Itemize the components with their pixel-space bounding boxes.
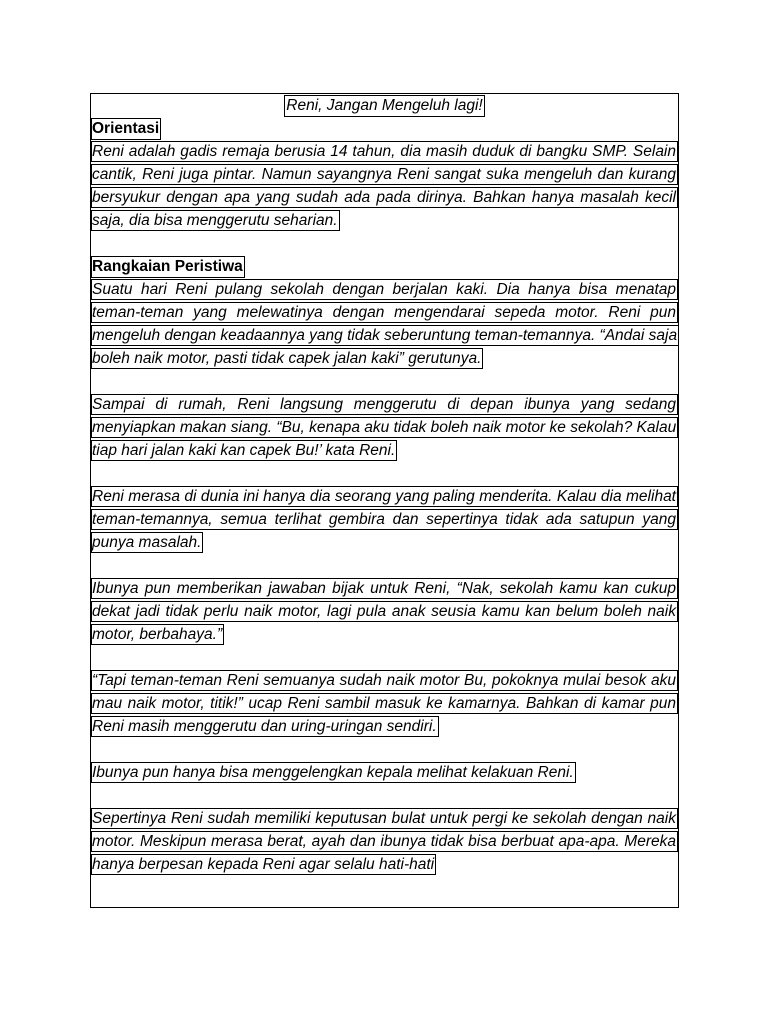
blank-line — [91, 370, 678, 393]
blank-line — [91, 784, 678, 807]
paragraph-text: Sepertinya Reni sudah memiliki keputusan bulat untuk pergi ke sekolah dengan naik motor. Meskipun merasa berat, ayah dan ibunya tidak bisa berbuat apa-apa. Mereka hanya berpesan kepada Reni agar selalu hati-hati — [92, 810, 676, 873]
story-title: Reni, Jangan Mengeluh lagi! — [284, 95, 484, 117]
document-page — [90, 93, 679, 908]
blank-line — [91, 462, 678, 485]
paragraph-rangkaian-2 — [91, 393, 678, 462]
section-heading-orientasi: Orientasi — [91, 118, 161, 140]
paragraph-rangkaian-3 — [91, 485, 678, 554]
blank-line — [91, 554, 678, 577]
paragraph-text: Sampai di rumah, Reni langsung menggerutu di depan ibunya yang sedang menyiapkan makan siang. “Bu, kenapa aku tidak boleh naik motor ke sekolah? Kalau tiap hari jalan kaki kan capek Bu!’ kata Reni. — [92, 396, 677, 459]
paragraph-rangkaian-4 — [91, 577, 678, 646]
paragraph-rangkaian-7 — [91, 807, 678, 876]
paragraph-rangkaian-1 — [91, 278, 678, 370]
paragraph-text: Suatu hari Reni pulang sekolah dengan berjalan kaki. Dia hanya bisa menatap teman-teman yang melewatinya dengan mengendarai sepeda motor. Reni pun mengeluh dengan keadaannya yang tidak seberuntung teman-temannya. “Andai saja boleh naik motor, pasti tidak capek jalan kaki” gerutunya. — [92, 281, 678, 367]
paragraph-orientasi-1 — [91, 140, 678, 232]
paragraph-text: Reni merasa di dunia ini hanya dia seorang yang paling menderita. Kalau dia melihat teman-temannya, semua terlihat gembira dan sepertinya tidak ada satupun yang punya masalah. — [92, 488, 676, 551]
section-heading-row — [91, 255, 678, 278]
paragraph-text: Reni adalah gadis remaja berusia 14 tahun, dia masih duduk di bangku SMP. Selain cantik, Reni juga pintar. Namun sayangnya Reni sangat suka mengeluh dan kurang bersyukur dengan apa yang sudah ada pada dirinya. Bahkan hanya masalah kecil saja, dia bisa menggerutu seharian. — [92, 143, 676, 229]
blank-line — [91, 738, 678, 761]
paragraph-text: “Tapi teman-teman Reni semuanya sudah naik motor Bu, pokoknya mulai besok aku mau naik motor, titik!” ucap Reni sambil masuk ke kamarnya. Bahkan di kamar pun Reni masih menggerutu dan uring-uringan sendiri. — [92, 672, 676, 735]
section-heading-rangkaian-peristiwa: Rangkaian Peristiwa — [91, 256, 245, 278]
section-heading-row — [91, 117, 678, 140]
paragraph-rangkaian-5 — [91, 669, 678, 738]
title-row — [91, 94, 678, 117]
paragraph-rangkaian-6 — [91, 761, 678, 784]
blank-line — [91, 646, 678, 669]
paragraph-text: Ibunya pun memberikan jawaban bijak untuk Reni, “Nak, sekolah kamu kan cukup dekat jadi tidak perlu naik motor, lagi pula anak seusia kamu kan belum boleh naik motor, berbahaya.” — [92, 580, 676, 643]
paragraph-text: Ibunya pun hanya bisa menggelengkan kepala melihat kelakuan Reni. — [92, 764, 574, 781]
blank-line — [91, 232, 678, 255]
